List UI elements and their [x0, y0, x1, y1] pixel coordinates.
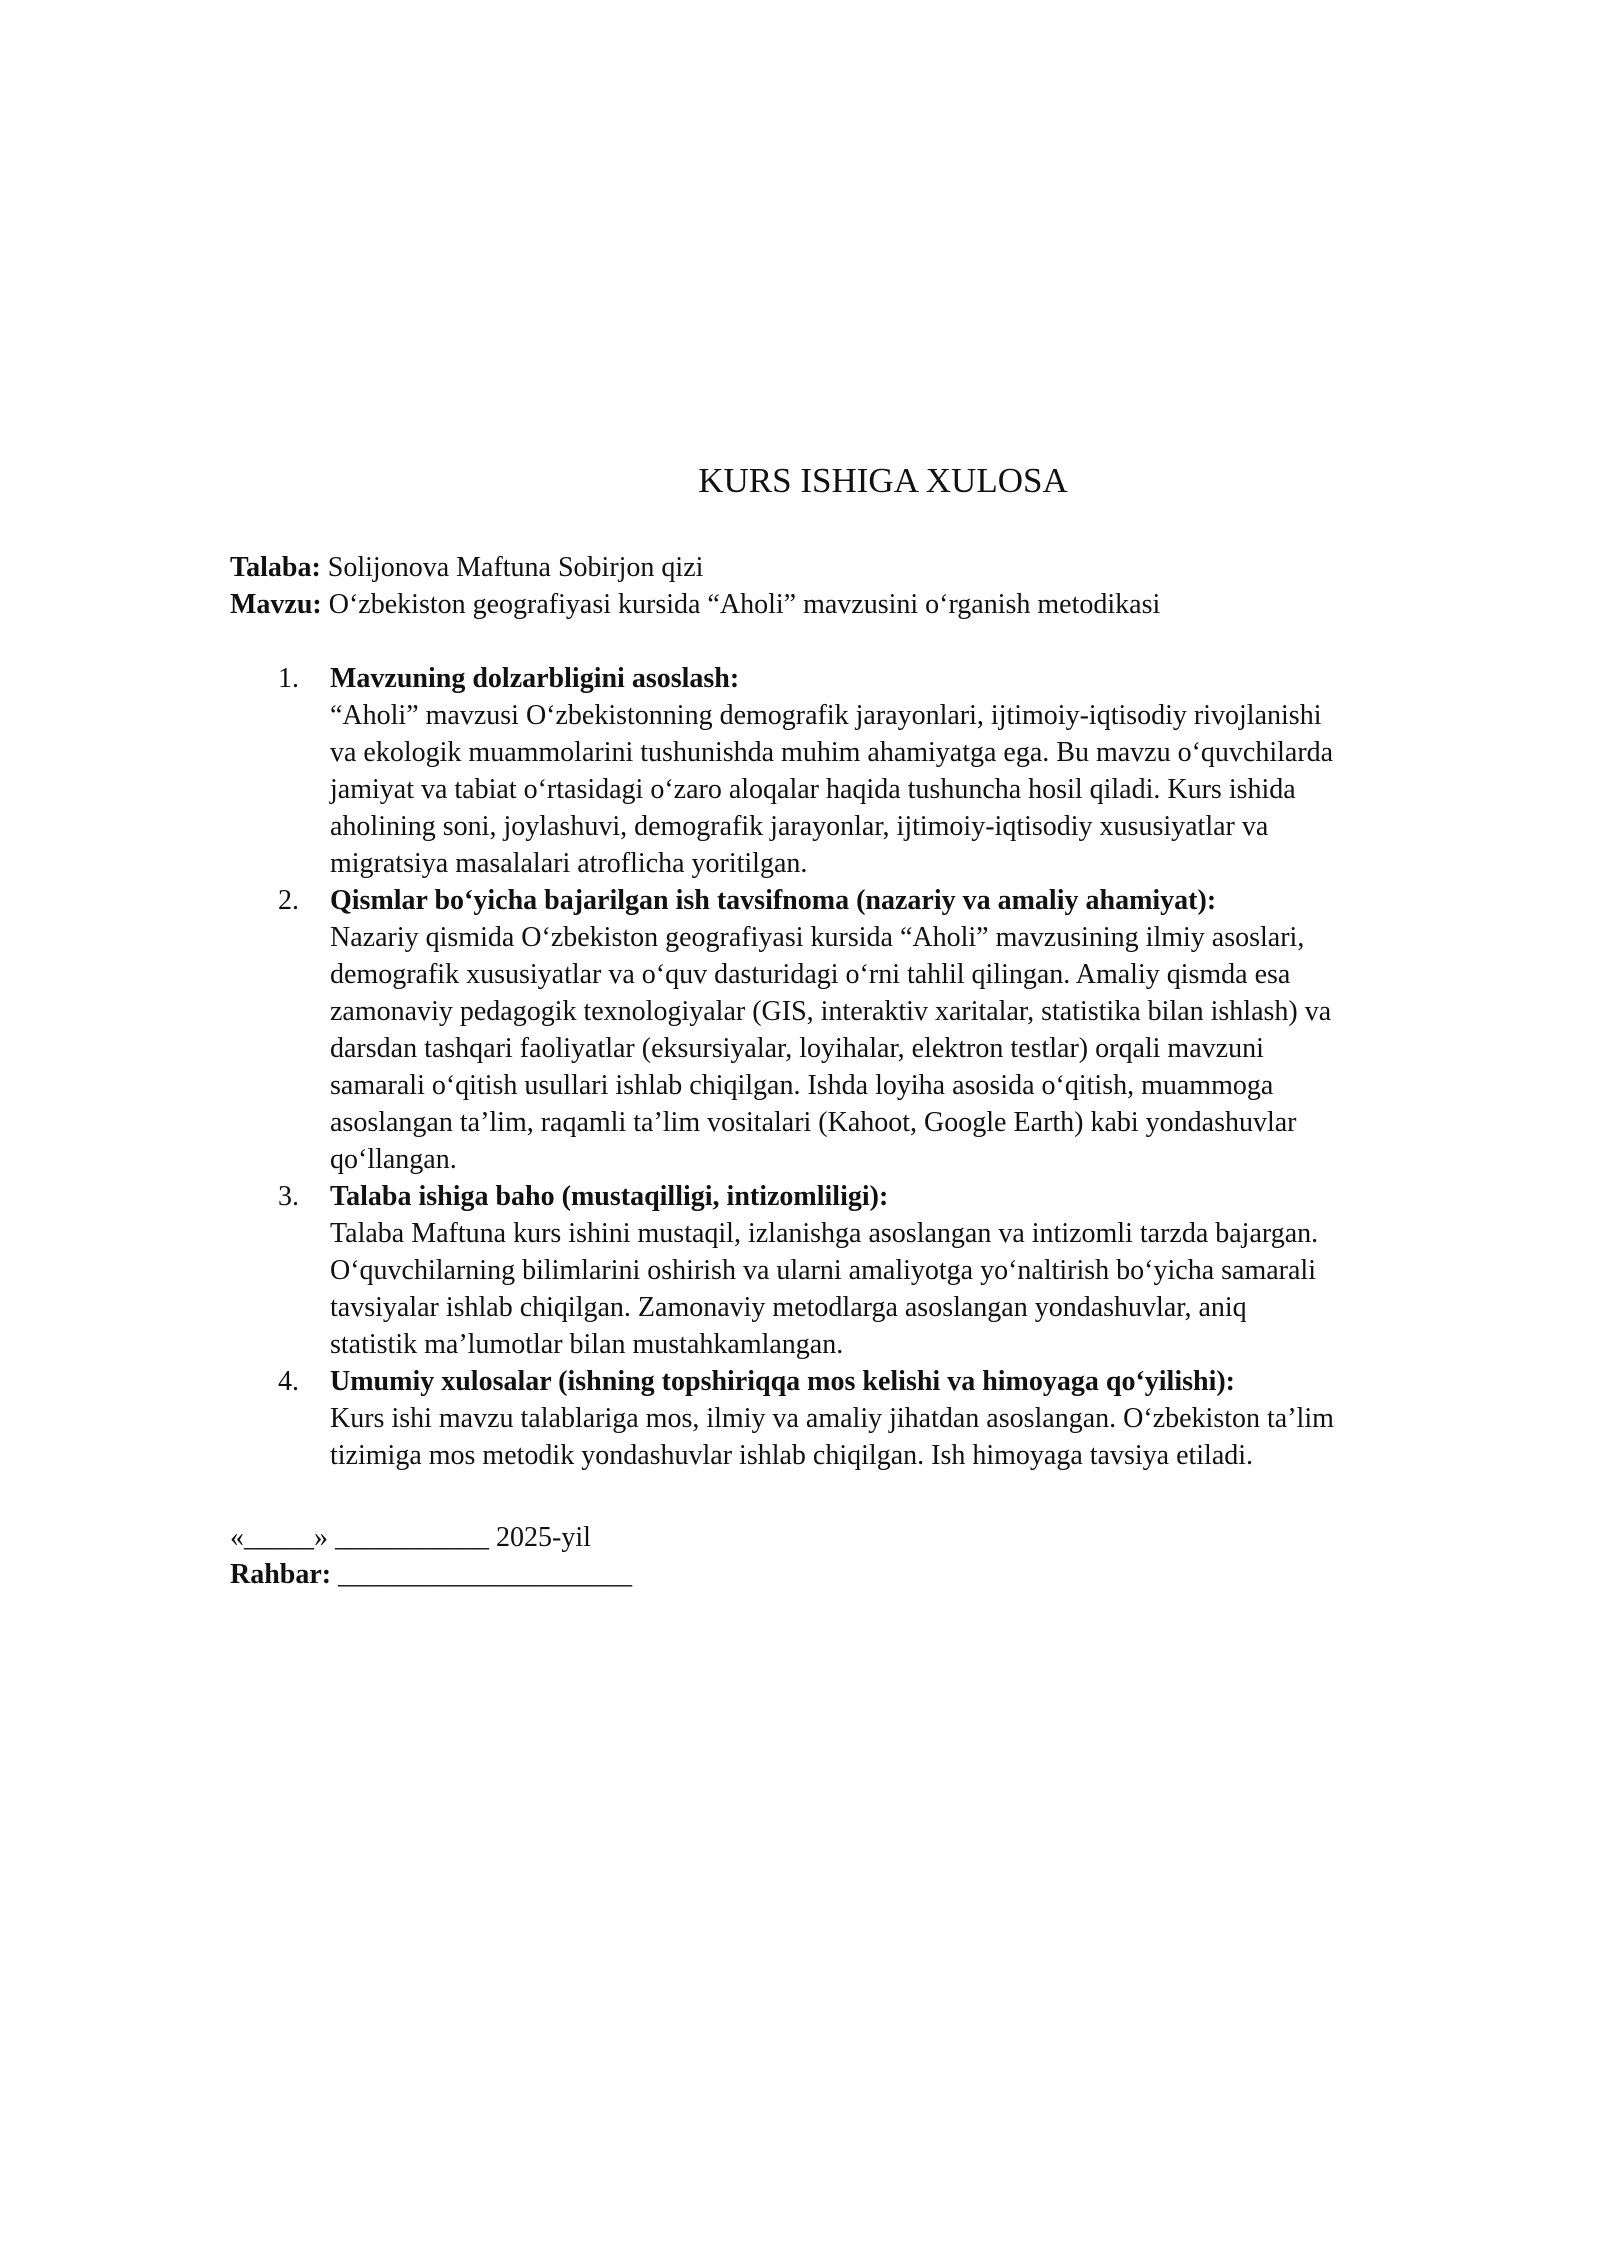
section-text-line: tizimiga mos metodik yondashuvlar ishlab chiqilgan. Ish himoyaga tavsiya etiladi.	[330, 1440, 1254, 1471]
section-item	[230, 1178, 1530, 1363]
section-number: 2.	[278, 885, 299, 916]
section-item	[230, 1363, 1530, 1474]
section-body	[330, 1400, 1530, 1474]
section-text-line: Talaba Maftuna kurs ishini mustaqil, izlanishga asoslangan va intizomli tarzda bajargan.	[330, 1218, 1319, 1249]
section-text-line: Nazariy qismida O‘zbekiston geografiyasi kursida “Aholi” mavzusining ilmiy asoslari,	[330, 922, 1305, 953]
section-item	[230, 660, 1530, 882]
document-title: KURS ISHIGA XULOSA	[698, 461, 1068, 500]
section-text-line: va ekologik muammolarini tushunishda muhim ahamiyatga ega. Bu mavzu o‘quvchilarda	[330, 737, 1334, 768]
section-text-line: migratsiya masalalari atroflicha yoritilgan.	[330, 848, 808, 879]
topic-line	[230, 586, 1530, 623]
section-text-line: statistik ma’lumotlar bilan mustahkamlangan.	[330, 1329, 844, 1360]
section-text-line: demografik xususiyatlar va o‘quv dasturidagi o‘rni tahlil qilingan. Amaliy qismda esa	[330, 959, 1291, 990]
section-heading: Mavzuning dolzarbligini asoslash:	[330, 663, 740, 694]
section-text-line: darsdan tashqari faoliyatlar (eksursiyalar, loyihalar, elektron testlar) orqali mavzuni	[330, 1033, 1264, 1064]
document-meta	[230, 549, 1530, 623]
topic-label: Mavzu:	[230, 589, 322, 620]
student-name: Solijonova Maftuna Sobirjon qizi	[320, 552, 704, 583]
signature-block	[230, 1519, 1530, 1593]
section-text-line: jamiyat va tabiat o‘rtasidagi o‘zaro aloqalar haqida tushuncha hosil qiladi. Kurs ishida	[330, 774, 1296, 805]
section-body	[330, 919, 1530, 1178]
section-text-line: tavsiyalar ishlab chiqilgan. Zamonaviy metodlarga asoslangan yondashuvlar, aniq	[330, 1292, 1247, 1323]
student-label: Talaba:	[230, 552, 321, 583]
student-line	[230, 549, 1530, 586]
supervisor-signature-blank: _____________________	[331, 1559, 633, 1590]
date-line: «_____» ___________ 2025-yil	[230, 1522, 591, 1553]
supervisor-line	[230, 1556, 1530, 1593]
section-number: 1.	[278, 663, 299, 694]
section-heading: Qismlar bo‘yicha bajarilgan ish tavsifnoma (nazariy va amaliy ahamiyat):	[330, 885, 1217, 916]
section-body	[330, 1215, 1530, 1363]
section-text-line: aholining soni, joylashuvi, demografik jarayonlar, ijtimoiy-iqtisodiy xususiyatlar va	[330, 811, 1269, 842]
supervisor-label: Rahbar:	[230, 1559, 332, 1590]
conclusion-sections	[230, 660, 1530, 1474]
section-body	[330, 697, 1530, 882]
section-text-line: samarali o‘qitish usullari ishlab chiqilgan. Ishda loyiha asosida o‘qitish, muammoga	[330, 1070, 1274, 1101]
section-number: 3.	[278, 1181, 299, 1212]
section-heading: Umumiy xulosalar (ishning topshiriqqa mos kelishi va himoyaga qo‘yilishi):	[330, 1366, 1235, 1397]
section-number: 4.	[278, 1366, 299, 1397]
section-text-line: zamonaviy pedagogik texnologiyalar (GIS, interaktiv xaritalar, statistika bilan ishlash) va	[330, 996, 1332, 1027]
topic-text: O‘zbekiston geografiyasi kursida “Aholi” mavzusini o‘rganish metodikasi	[321, 589, 1161, 620]
section-item	[230, 882, 1530, 1178]
section-text-line: Kurs ishi mavzu talablariga mos, ilmiy va amaliy jihatdan asoslangan. O‘zbekiston ta’lim	[330, 1403, 1334, 1434]
section-text-line: “Aholi” mavzusi O‘zbekistonning demografik jarayonlari, ijtimoiy-iqtisodiy rivojlanishi	[330, 700, 1322, 731]
section-text-line: qo‘llangan.	[330, 1144, 457, 1175]
section-text-line: asoslangan ta’lim, raqamli ta’lim vositalari (Kahoot, Google Earth) kabi yondashuvlar	[330, 1107, 1297, 1138]
section-text-line: O‘quvchilarning bilimlarini oshirish va ularni amaliyotga yo‘naltirish bo‘yicha samarali	[330, 1255, 1316, 1286]
section-heading: Talaba ishiga baho (mustaqilligi, intizomliligi):	[330, 1181, 889, 1212]
